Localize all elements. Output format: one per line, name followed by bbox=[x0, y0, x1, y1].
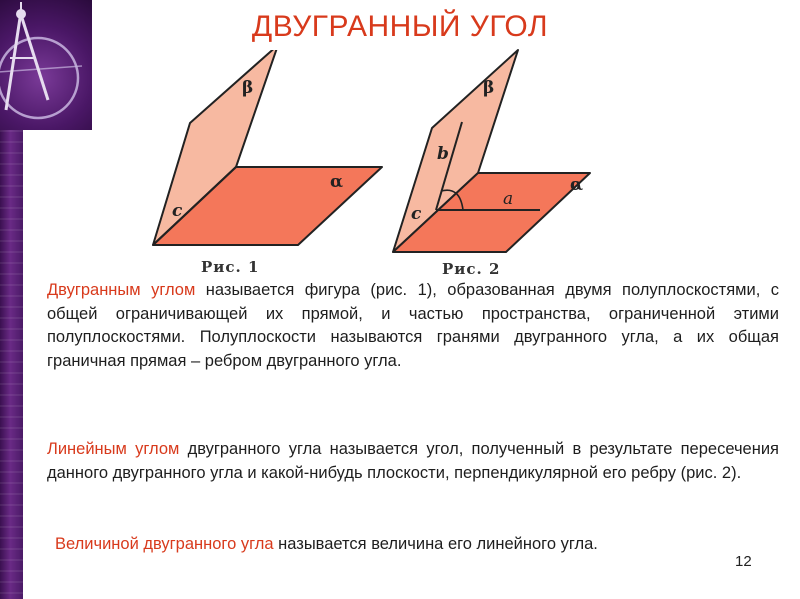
definition-angle-measure bbox=[55, 533, 755, 557]
label-ray-a: a bbox=[503, 189, 514, 209]
figure-2-linear-angle bbox=[385, 45, 595, 255]
definition-dihedral-angle bbox=[47, 279, 779, 373]
label-alpha: α bbox=[570, 175, 584, 195]
label-alpha: α bbox=[330, 172, 344, 192]
label-beta: β bbox=[242, 78, 254, 98]
page-number: 12 bbox=[735, 553, 752, 570]
sidebar-stripes bbox=[0, 130, 23, 599]
figure-1-caption: Рис. 1 bbox=[201, 258, 260, 276]
label-ray-b: b bbox=[437, 144, 449, 164]
label-edge-c: c bbox=[411, 204, 422, 224]
figure-1-dihedral-angle bbox=[140, 50, 390, 250]
definition-text: называется фигура (рис. 1), образованная двумя полуплоскостями, с общей ограничивающей их прямой, и частью пространства, ограниченной этими полуплоскостями. Полуплоскости называются гранями двугранного угла, а их общая граничная прямая – ребром двугранного угла. bbox=[47, 281, 779, 370]
figure-2-caption: Рис. 2 bbox=[442, 260, 501, 278]
definition-linear-angle bbox=[47, 438, 779, 485]
label-edge-c: c bbox=[172, 201, 183, 221]
definition-text: двугранного угла называется угол, полученный в результате пересечения данного двугранного угла и какой-нибудь плоскости, перпендикулярной его ребру (рис. 2). bbox=[47, 440, 779, 482]
page-title: ДВУГРАННЫЙ УГОЛ bbox=[251, 10, 549, 43]
term-linear-angle: Линейным углом bbox=[47, 440, 180, 458]
term-dihedral-angle: Двугранным углом bbox=[47, 281, 196, 299]
term-angle-measure: Величиной двугранного угла bbox=[55, 535, 274, 553]
definition-text: называется величина его линейного угла. bbox=[273, 535, 598, 553]
label-beta: β bbox=[483, 78, 495, 98]
